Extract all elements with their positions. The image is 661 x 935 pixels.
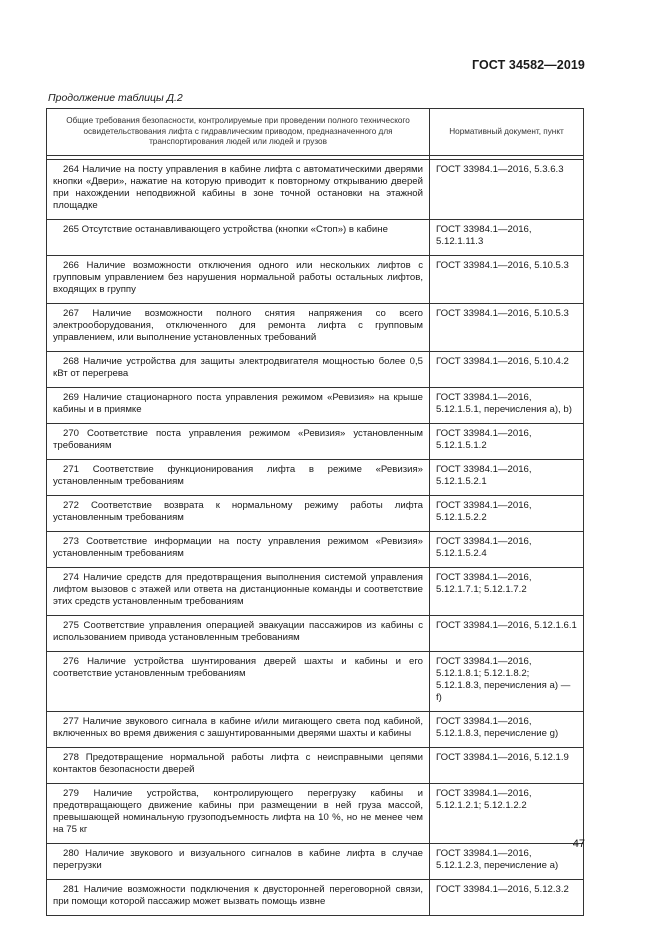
table-row [47, 352, 584, 388]
table-body [47, 160, 584, 916]
normative-document-cell: ГОСТ 33984.1—2016, 5.12.1.2.1; 5.12.1.2.2 [430, 784, 584, 844]
table-row [47, 784, 584, 844]
table-header-row [47, 109, 584, 156]
normative-document-cell: ГОСТ 33984.1—2016, 5.12.1.8.1; 5.12.1.8.2; 5.12.1.8.3, перечисления а) — f) [430, 652, 584, 712]
requirement-cell: 281 Наличие возможности подключения к двусторонней переговорной связи, при помощи которой пассажир может вызвать помощь извне [47, 880, 430, 916]
table-row [47, 568, 584, 616]
table-row [47, 748, 584, 784]
normative-document-cell: ГОСТ 33984.1—2016, 5.12.1.5.1, перечисления а), b) [430, 388, 584, 424]
normative-document-cell: ГОСТ 33984.1—2016, 5.12.1.2.3, перечисление а) [430, 844, 584, 880]
table-row [47, 304, 584, 352]
normative-document-cell: ГОСТ 33984.1—2016, 5.12.1.5.1.2 [430, 424, 584, 460]
table-row [47, 712, 584, 748]
requirement-cell: 267 Наличие возможности полного снятия напряжения со всего электрооборудования, отключенного для ремонта лифта с групповым управлением, или выполнение установленных требований [47, 304, 430, 352]
requirement-cell: 275 Соответствие управления операцией эвакуации пассажиров из кабины с использованием привода установленным требованиям [47, 616, 430, 652]
table-row [47, 496, 584, 532]
table-row [47, 256, 584, 304]
requirement-cell: 276 Наличие устройства шунтирования дверей шахты и кабины и его соответствие установленным требованиям [47, 652, 430, 712]
requirement-cell: 274 Наличие средств для предотвращения выполнения системой управления лифтом вызовов с этажей или ответа на дистанционные команды и соответствие этих средств установленным требованиям [47, 568, 430, 616]
requirement-cell: 272 Соответствие возврата к нормальному режиму работы лифта установленным требованиям [47, 496, 430, 532]
table-row [47, 424, 584, 460]
table-row [47, 532, 584, 568]
normative-document-cell: ГОСТ 33984.1—2016, 5.10.4.2 [430, 352, 584, 388]
table-row [47, 880, 584, 916]
normative-document-cell: ГОСТ 33984.1—2016, 5.12.1.6.1 [430, 616, 584, 652]
table-continuation-caption: Продолжение таблицы Д.2 [48, 92, 183, 104]
document-column-header: Нормативный документ, пункт [430, 109, 584, 156]
table-row [47, 652, 584, 712]
document-standard-title: ГОСТ 34582—2019 [471, 58, 585, 72]
normative-document-cell: ГОСТ 33984.1—2016, 5.12.1.5.2.2 [430, 496, 584, 532]
normative-document-cell: ГОСТ 33984.1—2016, 5.12.1.5.2.4 [430, 532, 584, 568]
page-number: 47 [572, 838, 585, 850]
requirement-cell: 269 Наличие стационарного поста управления режимом «Ревизия» на крыше кабины и в приямке [47, 388, 430, 424]
normative-document-cell: ГОСТ 33984.1—2016, 5.10.5.3 [430, 304, 584, 352]
requirement-cell: 268 Наличие устройства для защиты электродвигателя мощностью более 0,5 кВт от перегрева [47, 352, 430, 388]
requirement-cell: 270 Соответствие поста управления режимом «Ревизия» установленным требованиям [47, 424, 430, 460]
requirement-cell: 279 Наличие устройства, контролирующего перегрузку кабины и предотвращающего движение кабины при размещении в ней груза массой, превышающей номинальную грузоподъемность лифта на 10 %, но не менее чем на 75 кг [47, 784, 430, 844]
table-row [47, 460, 584, 496]
requirement-cell: 264 Наличие на посту управления в кабине лифта с автоматическими дверями кнопки «Двери», нажатие на которую приводит к повторному открыванию дверей при нахождении неподвижной кабины в зоне точной остановки на этажной площадке [47, 160, 430, 220]
table-row [47, 160, 584, 220]
requirement-cell: 280 Наличие звукового и визуального сигналов в кабине лифта в случае перегрузки [47, 844, 430, 880]
normative-document-cell: ГОСТ 33984.1—2016, 5.3.6.3 [430, 160, 584, 220]
requirement-cell: 271 Соответствие функционирования лифта в режиме «Ревизия» установленным требованиям [47, 460, 430, 496]
normative-document-cell: ГОСТ 33984.1—2016, 5.12.3.2 [430, 880, 584, 916]
requirement-cell: 278 Предотвращение нормальной работы лифта с неисправными цепями контактов безопасности дверей [47, 748, 430, 784]
normative-document-cell: ГОСТ 33984.1—2016, 5.12.1.5.2.1 [430, 460, 584, 496]
normative-document-cell: ГОСТ 33984.1—2016, 5.10.5.3 [430, 256, 584, 304]
normative-document-cell: ГОСТ 33984.1—2016, 5.12.1.11.3 [430, 220, 584, 256]
requirements-column-header: Общие требования безопасности, контролируемые при проведении полного технического освидетельствования лифта с гидравлическим приводом, предназначенного для транспортирования людей или людей и грузов [47, 109, 430, 156]
normative-document-cell: ГОСТ 33984.1—2016, 5.12.1.9 [430, 748, 584, 784]
requirements-table [46, 108, 584, 916]
table-row [47, 388, 584, 424]
requirement-cell: 277 Наличие звукового сигнала в кабине и/или мигающего света под кабиной, включенных во время движения с зашунтированными дверями шахты и кабины [47, 712, 430, 748]
requirement-cell: 265 Отсутствие останавливающего устройства (кнопки «Стоп») в кабине [47, 220, 430, 256]
table-row [47, 844, 584, 880]
table-row [47, 220, 584, 256]
requirement-cell: 266 Наличие возможности отключения одного или нескольких лифтов с групповым управлением без нарушения нормальной работы остальных лифтов, входящих в группу [47, 256, 430, 304]
table-row [47, 616, 584, 652]
normative-document-cell: ГОСТ 33984.1—2016, 5.12.1.8.3, перечисление g) [430, 712, 584, 748]
requirement-cell: 273 Соответствие информации на посту управления режимом «Ревизия» установленным требованиям [47, 532, 430, 568]
normative-document-cell: ГОСТ 33984.1—2016, 5.12.1.7.1; 5.12.1.7.2 [430, 568, 584, 616]
